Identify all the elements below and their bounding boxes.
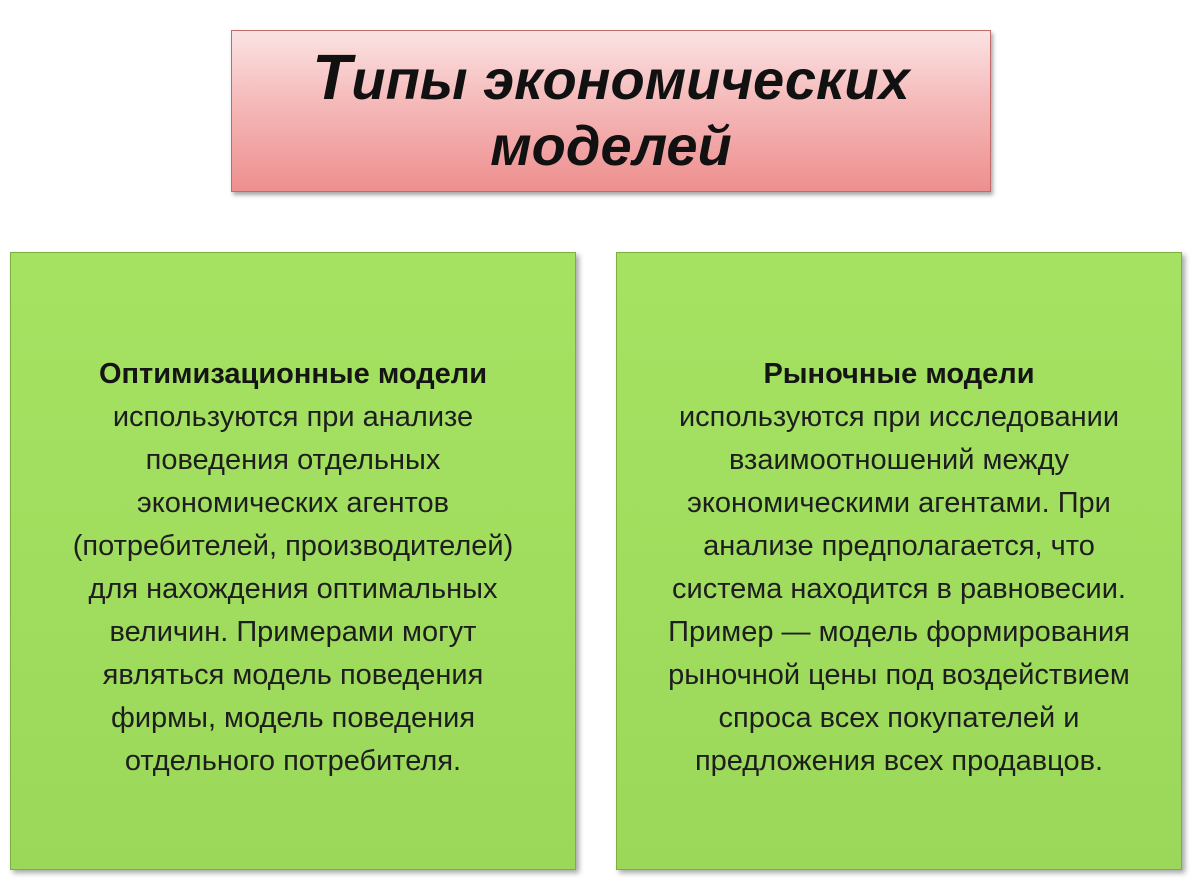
card-optimization-models	[10, 252, 576, 870]
card-body	[629, 353, 1169, 783]
card-line: предложения всех продавцов.	[694, 745, 1104, 777]
page-title	[261, 40, 961, 179]
card-line: используются при исследовании	[678, 401, 1120, 433]
card-line: анализе предполагается, что	[703, 530, 1095, 562]
card-line: Пример — модель формирования	[668, 616, 1130, 648]
title-line1: ипы экономических	[351, 47, 910, 111]
card-market-models	[616, 252, 1182, 870]
card-line: экономических агентов	[136, 487, 450, 519]
card-heading: Оптимизационные модели	[98, 358, 488, 390]
card-line: поведения отдельных	[145, 444, 441, 476]
card-line: используются при анализе	[112, 401, 474, 433]
card-line: рыночной цены под воздействием	[668, 659, 1130, 691]
card-line: экономическими агентами. При	[687, 487, 1111, 519]
card-line: система находится в равновесии.	[672, 573, 1126, 605]
card-line: фирмы, модель поведения	[110, 702, 476, 734]
card-line: отдельного потребителя.	[124, 745, 462, 777]
card-line: (потребителей, производителей)	[72, 530, 514, 562]
title-line2: моделей	[490, 113, 732, 177]
card-line: являться модель поведения	[102, 659, 484, 691]
card-heading: Рыночные модели	[763, 358, 1035, 390]
card-line: для нахождения оптимальных	[88, 573, 498, 605]
card-line: спроса всех покупателей и	[718, 702, 1080, 734]
card-body	[23, 353, 563, 783]
title-banner	[231, 30, 991, 192]
title-first-letter: Т	[312, 40, 352, 113]
card-line: взаимоотношений между	[728, 444, 1070, 476]
card-line: величин. Примерами могут	[109, 616, 477, 648]
